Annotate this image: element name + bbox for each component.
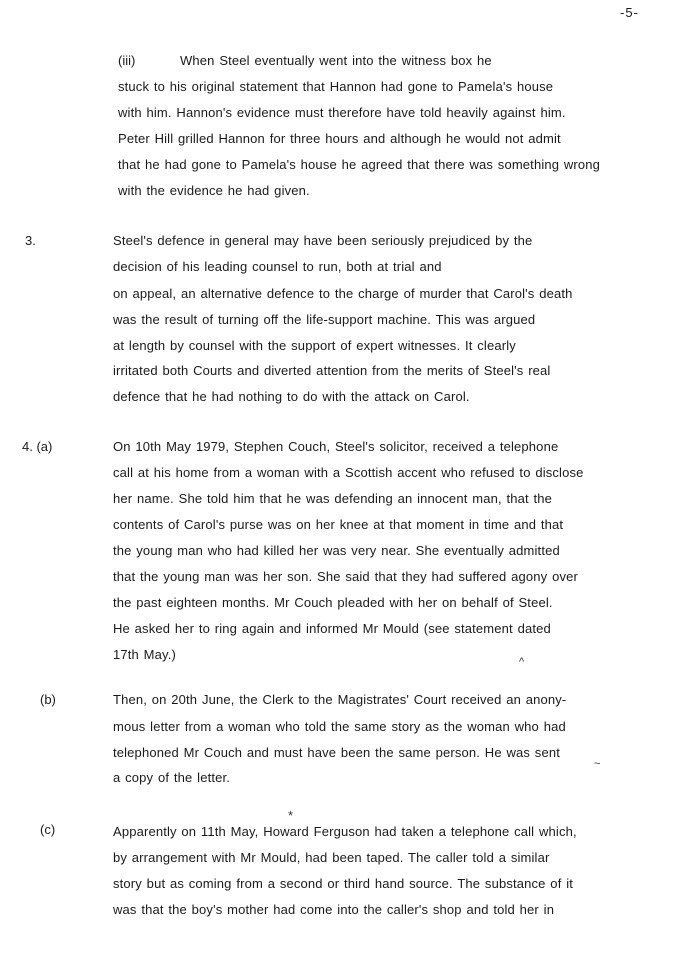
text-line: stuck to his original statement that Hannon had gone to Pamela's house xyxy=(118,79,554,94)
paragraph-number: (iii) xyxy=(118,53,136,68)
paragraph-number: 4. (a) xyxy=(22,439,53,454)
text-line: defence that he had nothing to do with the attack on Carol. xyxy=(113,389,470,404)
text-line: call at his home from a woman with a Scottish accent who refused to disclose xyxy=(113,465,584,480)
text-line: Then, on 20th June, the Clerk to the Magistrates' Court received an anony- xyxy=(113,692,567,707)
text-line: was the result of turning off the life-support machine. This was argued xyxy=(113,312,536,327)
text-line: with him. Hannon's evidence must therefore have told heavily against him. xyxy=(118,105,566,120)
text-line: that the young man was her son. She said that they had suffered agony over xyxy=(113,569,578,584)
page-number: -5- xyxy=(620,5,639,20)
text-line: on appeal, an alternative defence to the charge of murder that Carol's death xyxy=(113,286,573,301)
text-line: Steel's defence in general may have been seriously prejudiced by the xyxy=(113,233,533,248)
paragraph-number: 3. xyxy=(25,233,36,248)
stray-mark: ^ xyxy=(519,656,525,668)
paragraph-number: (c) xyxy=(40,822,56,837)
text-line: mous letter from a woman who told the same story as the woman who had xyxy=(113,719,566,734)
text-line: with the evidence he had given. xyxy=(118,183,310,198)
text-line: When Steel eventually went into the witness box he xyxy=(180,53,492,68)
text-line: a copy of the letter. xyxy=(113,770,230,785)
text-line: irritated both Courts and diverted attention from the merits of Steel's real xyxy=(113,363,551,378)
text-line: by arrangement with Mr Mould, had been taped. The caller told a similar xyxy=(113,850,550,865)
text-line: the past eighteen months. Mr Couch pleaded with her on behalf of Steel. xyxy=(113,595,553,610)
text-line: On 10th May 1979, Stephen Couch, Steel's solicitor, received a telephone xyxy=(113,439,559,454)
text-line: He asked her to ring again and informed Mr Mould (see statement dated xyxy=(113,621,551,636)
text-line: story but as coming from a second or third hand source. The substance of it xyxy=(113,876,574,891)
text-line: the young man who had killed her was very near. She eventually admitted xyxy=(113,543,560,558)
text-line: Peter Hill grilled Hannon for three hours and although he would not admit xyxy=(118,131,561,146)
text-line: telephoned Mr Couch and must have been the same person. He was sent xyxy=(113,745,560,760)
text-line: decision of his leading counsel to run, both at trial and xyxy=(113,259,442,274)
text-line: contents of Carol's purse was on her knee at that moment in time and that xyxy=(113,517,564,532)
text-line: Apparently on 11th May, Howard Ferguson had taken a telephone call which, xyxy=(113,824,577,839)
paragraph-number: (b) xyxy=(40,692,56,707)
text-line: was that the boy's mother had come into the caller's shop and told her in xyxy=(113,902,555,917)
text-line: her name. She told him that he was defending an innocent man, that the xyxy=(113,491,553,506)
text-line: 17th May.) xyxy=(113,647,176,662)
asterisk-mark: * xyxy=(288,808,294,823)
text-line: that he had gone to Pamela's house he agreed that there was something wrong xyxy=(118,157,601,172)
text-line: at length by counsel with the support of expert witnesses. It clearly xyxy=(113,338,516,353)
stray-mark: ~ xyxy=(594,758,601,770)
